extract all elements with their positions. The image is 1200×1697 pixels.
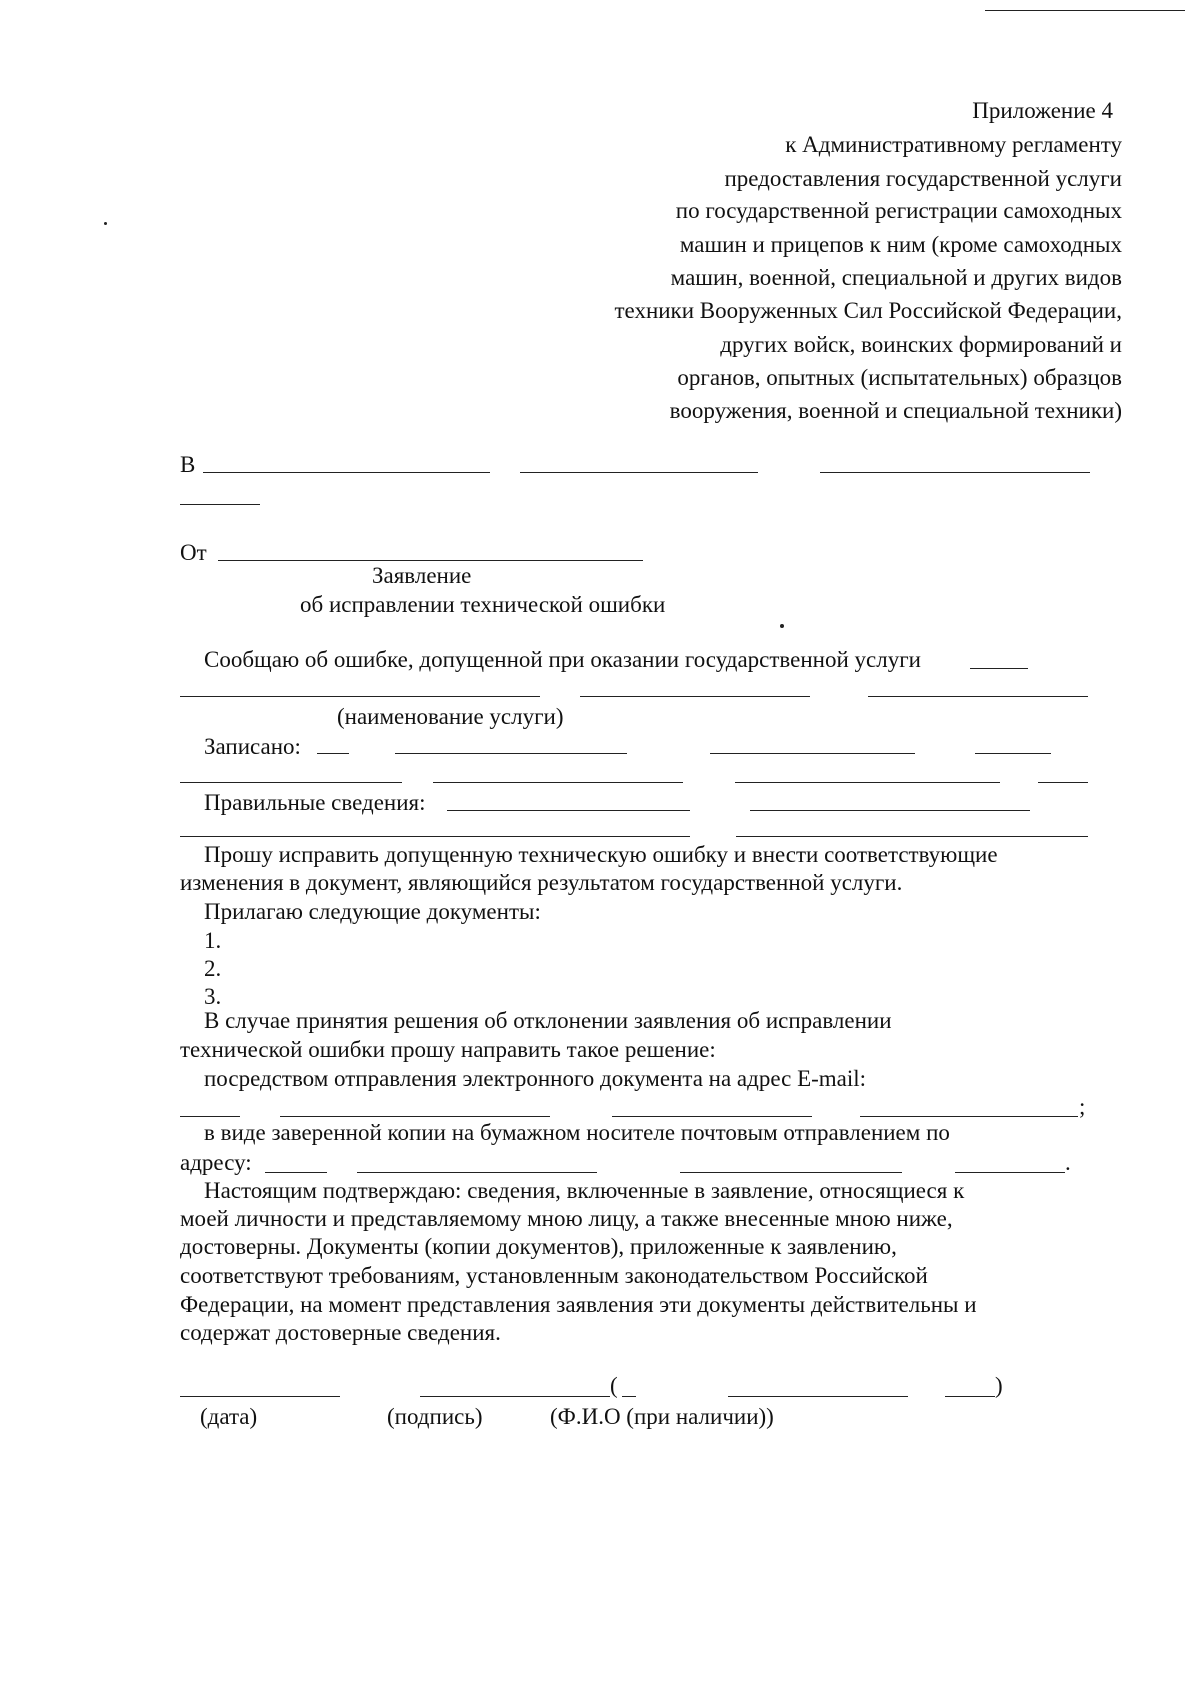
written-field-line-2[interactable] <box>1038 782 1088 783</box>
name-field-line[interactable] <box>622 1396 636 1397</box>
email-field-line[interactable] <box>180 1116 240 1117</box>
header-line: органов, опытных (испытательных) образцов <box>677 365 1122 390</box>
address-field-line[interactable] <box>265 1172 327 1173</box>
written-field-line[interactable] <box>975 753 1051 754</box>
header-line: других войск, воинских формирований и <box>720 332 1122 357</box>
confirm-text-line: моей личности и представляемому мною лицу, а также внесенные мною ниже, <box>180 1206 953 1231</box>
confirm-text-line: соответствуют требованиям, установленным законодательством Российской <box>180 1263 928 1288</box>
address-field-line[interactable] <box>680 1172 902 1173</box>
name-label: (Ф.И.О (при наличии)) <box>550 1404 774 1429</box>
to-label: В <box>180 452 196 477</box>
document-subtitle: об исправлении технической ошибки <box>300 592 666 617</box>
correct-label: Правильные сведения: <box>204 790 426 815</box>
written-field-line-2[interactable] <box>433 782 683 783</box>
service-field-line[interactable] <box>580 696 810 697</box>
to-field-line[interactable] <box>820 472 1090 473</box>
confirm-text-line: достоверны. Документы (копии документов), приложенные к заявлению, <box>180 1234 897 1259</box>
email-option-text: посредством отправления электронного документа на адрес E-mail: <box>204 1066 867 1091</box>
email-end-punct: ; <box>1079 1094 1086 1119</box>
name-field-line[interactable] <box>728 1396 908 1397</box>
paper-option-text: адресу: <box>180 1150 252 1175</box>
to-field-line-2[interactable] <box>180 504 260 505</box>
address-end-punct: . <box>1065 1150 1071 1175</box>
header-line: по государственной регистрации самоходных <box>675 198 1122 223</box>
confirm-text-line: Федерации, на момент представления заявления эти документы действительны и <box>180 1292 977 1317</box>
document-title: Заявление <box>372 563 472 588</box>
correct-field-line-2[interactable] <box>180 836 690 837</box>
date-label: (дата) <box>200 1404 258 1429</box>
name-field-line[interactable] <box>945 1396 995 1397</box>
request-text-line: Прошу исправить допущенную техническую ошибку и внести соответствующие <box>204 842 998 867</box>
to-field-line[interactable] <box>203 472 490 473</box>
correct-field-line-2[interactable] <box>736 836 1088 837</box>
address-field-line[interactable] <box>357 1172 597 1173</box>
header-line: к Административному регламенту <box>785 132 1122 157</box>
service-field-line[interactable] <box>868 696 1088 697</box>
scan-speck <box>780 624 784 628</box>
service-field-line[interactable] <box>970 668 1028 669</box>
correct-field-line[interactable] <box>447 810 690 811</box>
report-error-text: Сообщаю об ошибке, допущенной при оказании государственной услуги <box>204 647 921 672</box>
written-field-line[interactable] <box>710 753 915 754</box>
email-field-line[interactable] <box>860 1116 1078 1117</box>
email-field-line[interactable] <box>612 1116 812 1117</box>
signature-field-line[interactable] <box>420 1396 610 1397</box>
address-field-line[interactable] <box>955 1172 1065 1173</box>
attach-item: 3. <box>204 984 222 1009</box>
reject-text-line: технической ошибки прошу направить такое решение: <box>180 1037 716 1062</box>
header-line: машин, военной, специальной и других видов <box>670 265 1122 290</box>
written-label: Записано: <box>204 734 301 759</box>
signature-label: (подпись) <box>387 1404 483 1429</box>
header-line: машин и прицепов к ним (кроме самоходных <box>679 232 1122 257</box>
scan-artifact-line <box>985 10 1185 11</box>
from-label: От <box>180 540 207 565</box>
correct-field-line[interactable] <box>750 810 1030 811</box>
written-field-line[interactable] <box>317 753 349 754</box>
written-field-line-2[interactable] <box>735 782 1000 783</box>
name-open-paren: ( <box>610 1373 618 1398</box>
scan-speck <box>104 222 107 225</box>
service-field-line[interactable] <box>180 696 540 697</box>
paper-option-text: в виде заверенной копии на бумажном носителе почтовым отправлением по <box>204 1120 950 1145</box>
attach-item: 2. <box>204 956 222 981</box>
attach-item: 1. <box>204 928 222 953</box>
name-close-paren: ) <box>995 1373 1003 1398</box>
attach-label: Прилагаю следующие документы: <box>204 899 541 924</box>
written-field-line[interactable] <box>395 753 627 754</box>
header-line: Приложение 4 <box>972 98 1113 123</box>
reject-text-line: В случае принятия решения об отклонении заявления об исправлении <box>204 1008 892 1033</box>
request-text-line: изменения в документ, являющийся результатом государственной услуги. <box>180 870 903 895</box>
header-line: техники Вооруженных Сил Российской Федерации, <box>614 298 1122 323</box>
date-field-line[interactable] <box>180 1396 340 1397</box>
written-field-line-2[interactable] <box>180 782 402 783</box>
to-field-line[interactable] <box>520 472 758 473</box>
email-field-line[interactable] <box>280 1116 550 1117</box>
confirm-text-line: Настоящим подтверждаю: сведения, включенные в заявление, относящиеся к <box>204 1178 965 1203</box>
header-line: вооружения, военной и специальной техники) <box>669 398 1122 423</box>
from-field-line[interactable] <box>218 560 643 561</box>
service-name-hint: (наименование услуги) <box>337 704 564 729</box>
confirm-text-line: содержат достоверные сведения. <box>180 1320 501 1345</box>
header-line: предоставления государственной услуги <box>724 166 1122 191</box>
